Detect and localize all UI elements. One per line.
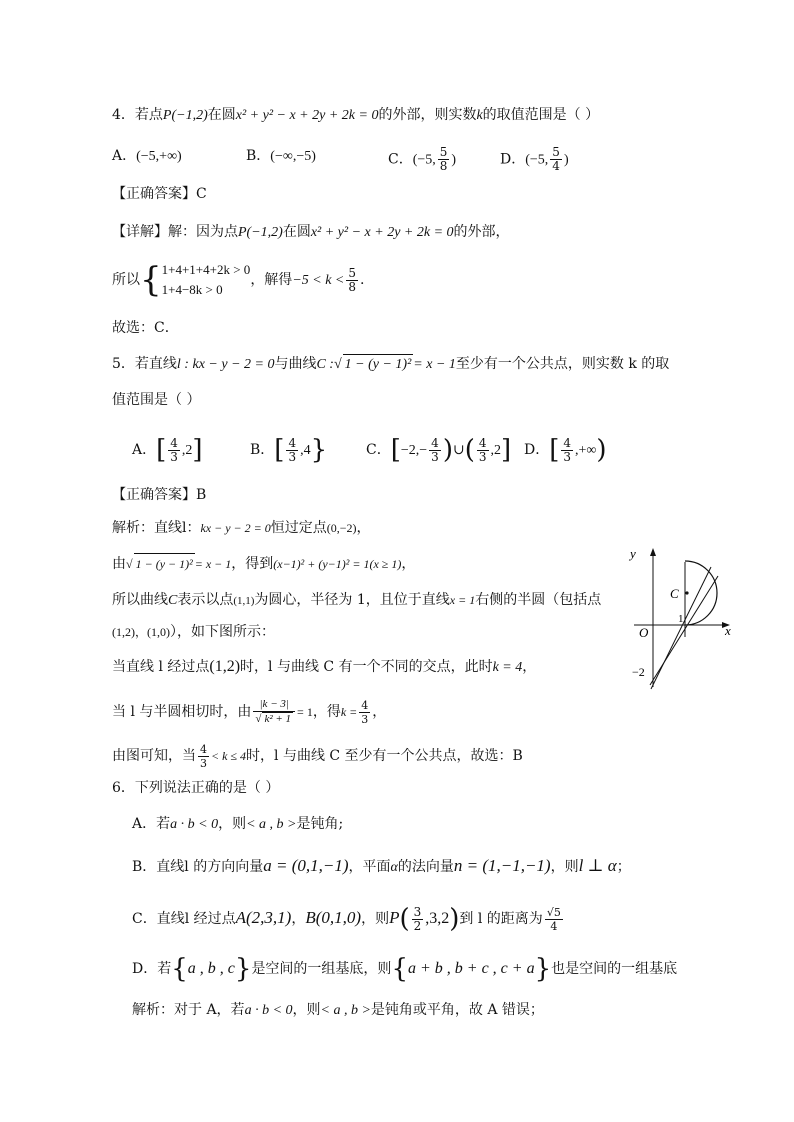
q4-option-d: D．(−5, $\frac{5}{4}$ ): [500, 145, 569, 173]
q4-detail: 【详解】解：因为点P(−1,2)在圆x² + y² − x + 2y + 2k = 0的外部，: [112, 224, 510, 240]
q4-option-a: A．(−5,+∞): [112, 148, 182, 164]
q5-option-d: D．[ $\frac{4}{3}$ ,+∞): [524, 435, 607, 465]
y-axis-arrow: [650, 548, 656, 556]
q5-stem-line1: 5．若直线l : kx − y − 2 = 0与曲线C :√ 1 − (y − 1)² = x − 1至少有一个公共点，则实数 k 的取: [112, 354, 669, 375]
tangent-line: [650, 576, 718, 685]
q4-answer: 【正确答案】C: [112, 186, 207, 202]
q5-analysis-4: (1,2)，(1,0)），如下图所示：: [112, 624, 275, 640]
center-point: [685, 591, 688, 594]
q5-answer: 【正确答案】B: [112, 487, 207, 503]
q6-stem: 6．下列说法正确的是（ ）: [112, 780, 280, 796]
q4-choose: 故选：C．: [112, 320, 179, 336]
q4-option-b: B．(−∞,−5): [246, 148, 316, 164]
q4-stem: 4．若点P(−1,2)在圆x² + y² − x + 2y + 2k = 0的外部，则实数k的取值范围是（ ）: [112, 107, 600, 123]
q6-analysis: 解析：对于 A，若a · b < 0，则< a , b >是钝角或平角，故 A 错误；: [132, 1002, 544, 1018]
line-through-1-2: [651, 567, 711, 689]
q6-option-d: D．若{a , b , c}是空间的一组基底，则{a + b , b + c , c + a}也是空间的一组基底: [132, 954, 678, 984]
q6-option-c: C．直线l 经过点A(2,3,1)，B(0,1,0)，则P( $\frac{3}{2}$ ,3,2)到 l 的距离为 $\frac{√5}{4}$: [132, 904, 561, 934]
semicircle-curve: [685, 561, 717, 625]
center-label: C: [670, 586, 679, 601]
minus-two-label: −2: [632, 665, 645, 679]
q5-analysis-3: 所以曲线C表示以点(1,1)为圆心，半径为 1，且位于直线x = 1右侧的半圆（包括点: [112, 592, 602, 608]
q6-option-b: B．直线l 的方向向量a = (0,1,−1)，平面α的法向量n = (1,−1,−1)，则l ⊥ α；: [132, 856, 631, 875]
q5-option-c: C．[−2,− $\frac{4}{3}$ )∪( $\frac{4}{3}$ ,2]: [366, 435, 512, 465]
x-label: x: [725, 623, 731, 638]
q5-analysis-5: 当直线 l 经过点(1,2)时，l 与曲线 C 有一个不同的交点，此时k = 4，: [112, 658, 537, 675]
q5-stem-line2: 值范围是（ ）: [112, 392, 201, 408]
one-label: 1: [678, 613, 684, 625]
q5-analysis-2: 由√ 1 − (y − 1)² = x − 1，得到(x−1)² + (y−1)² = 1(x ≥ 1)，: [112, 553, 415, 574]
q6-option-a: A．若a · b < 0，则< a , b >是钝角;: [132, 816, 344, 832]
semicircle-figure: [628, 542, 736, 692]
q4-system: 所以{ 1+4+1+4+2k > 0 1+4−8k > 0 ，解得−5 < k < $\frac{5}{8}$ .: [112, 260, 365, 300]
q5-option-a: A．[ $\frac{4}{3}$ ,2]: [132, 435, 203, 465]
q5-option-b: B．[ $\frac{4}{3}$ ,4}: [250, 435, 328, 465]
q5-analysis-7: 由图可知，当 $\frac{4}{3}$ < k ≤ 4时，l 与曲线 C 至少有一个公共点，故选：B: [112, 742, 523, 770]
origin-label: O: [639, 625, 649, 640]
y-label: y: [630, 546, 636, 561]
q4-option-c: C．(−5, $\frac{5}{8}$ ): [388, 145, 457, 173]
q5-analysis-1: 解析：直线l：kx − y − 2 = 0恒过定点(0,−2)，: [112, 520, 371, 536]
q5-analysis-6: 当 l 与半圆相切时，由 $\frac{|k - 3|}{\text{√ k² + 1}}$ = 1，得k = $\frac{4}{3}$ ，: [112, 698, 387, 726]
